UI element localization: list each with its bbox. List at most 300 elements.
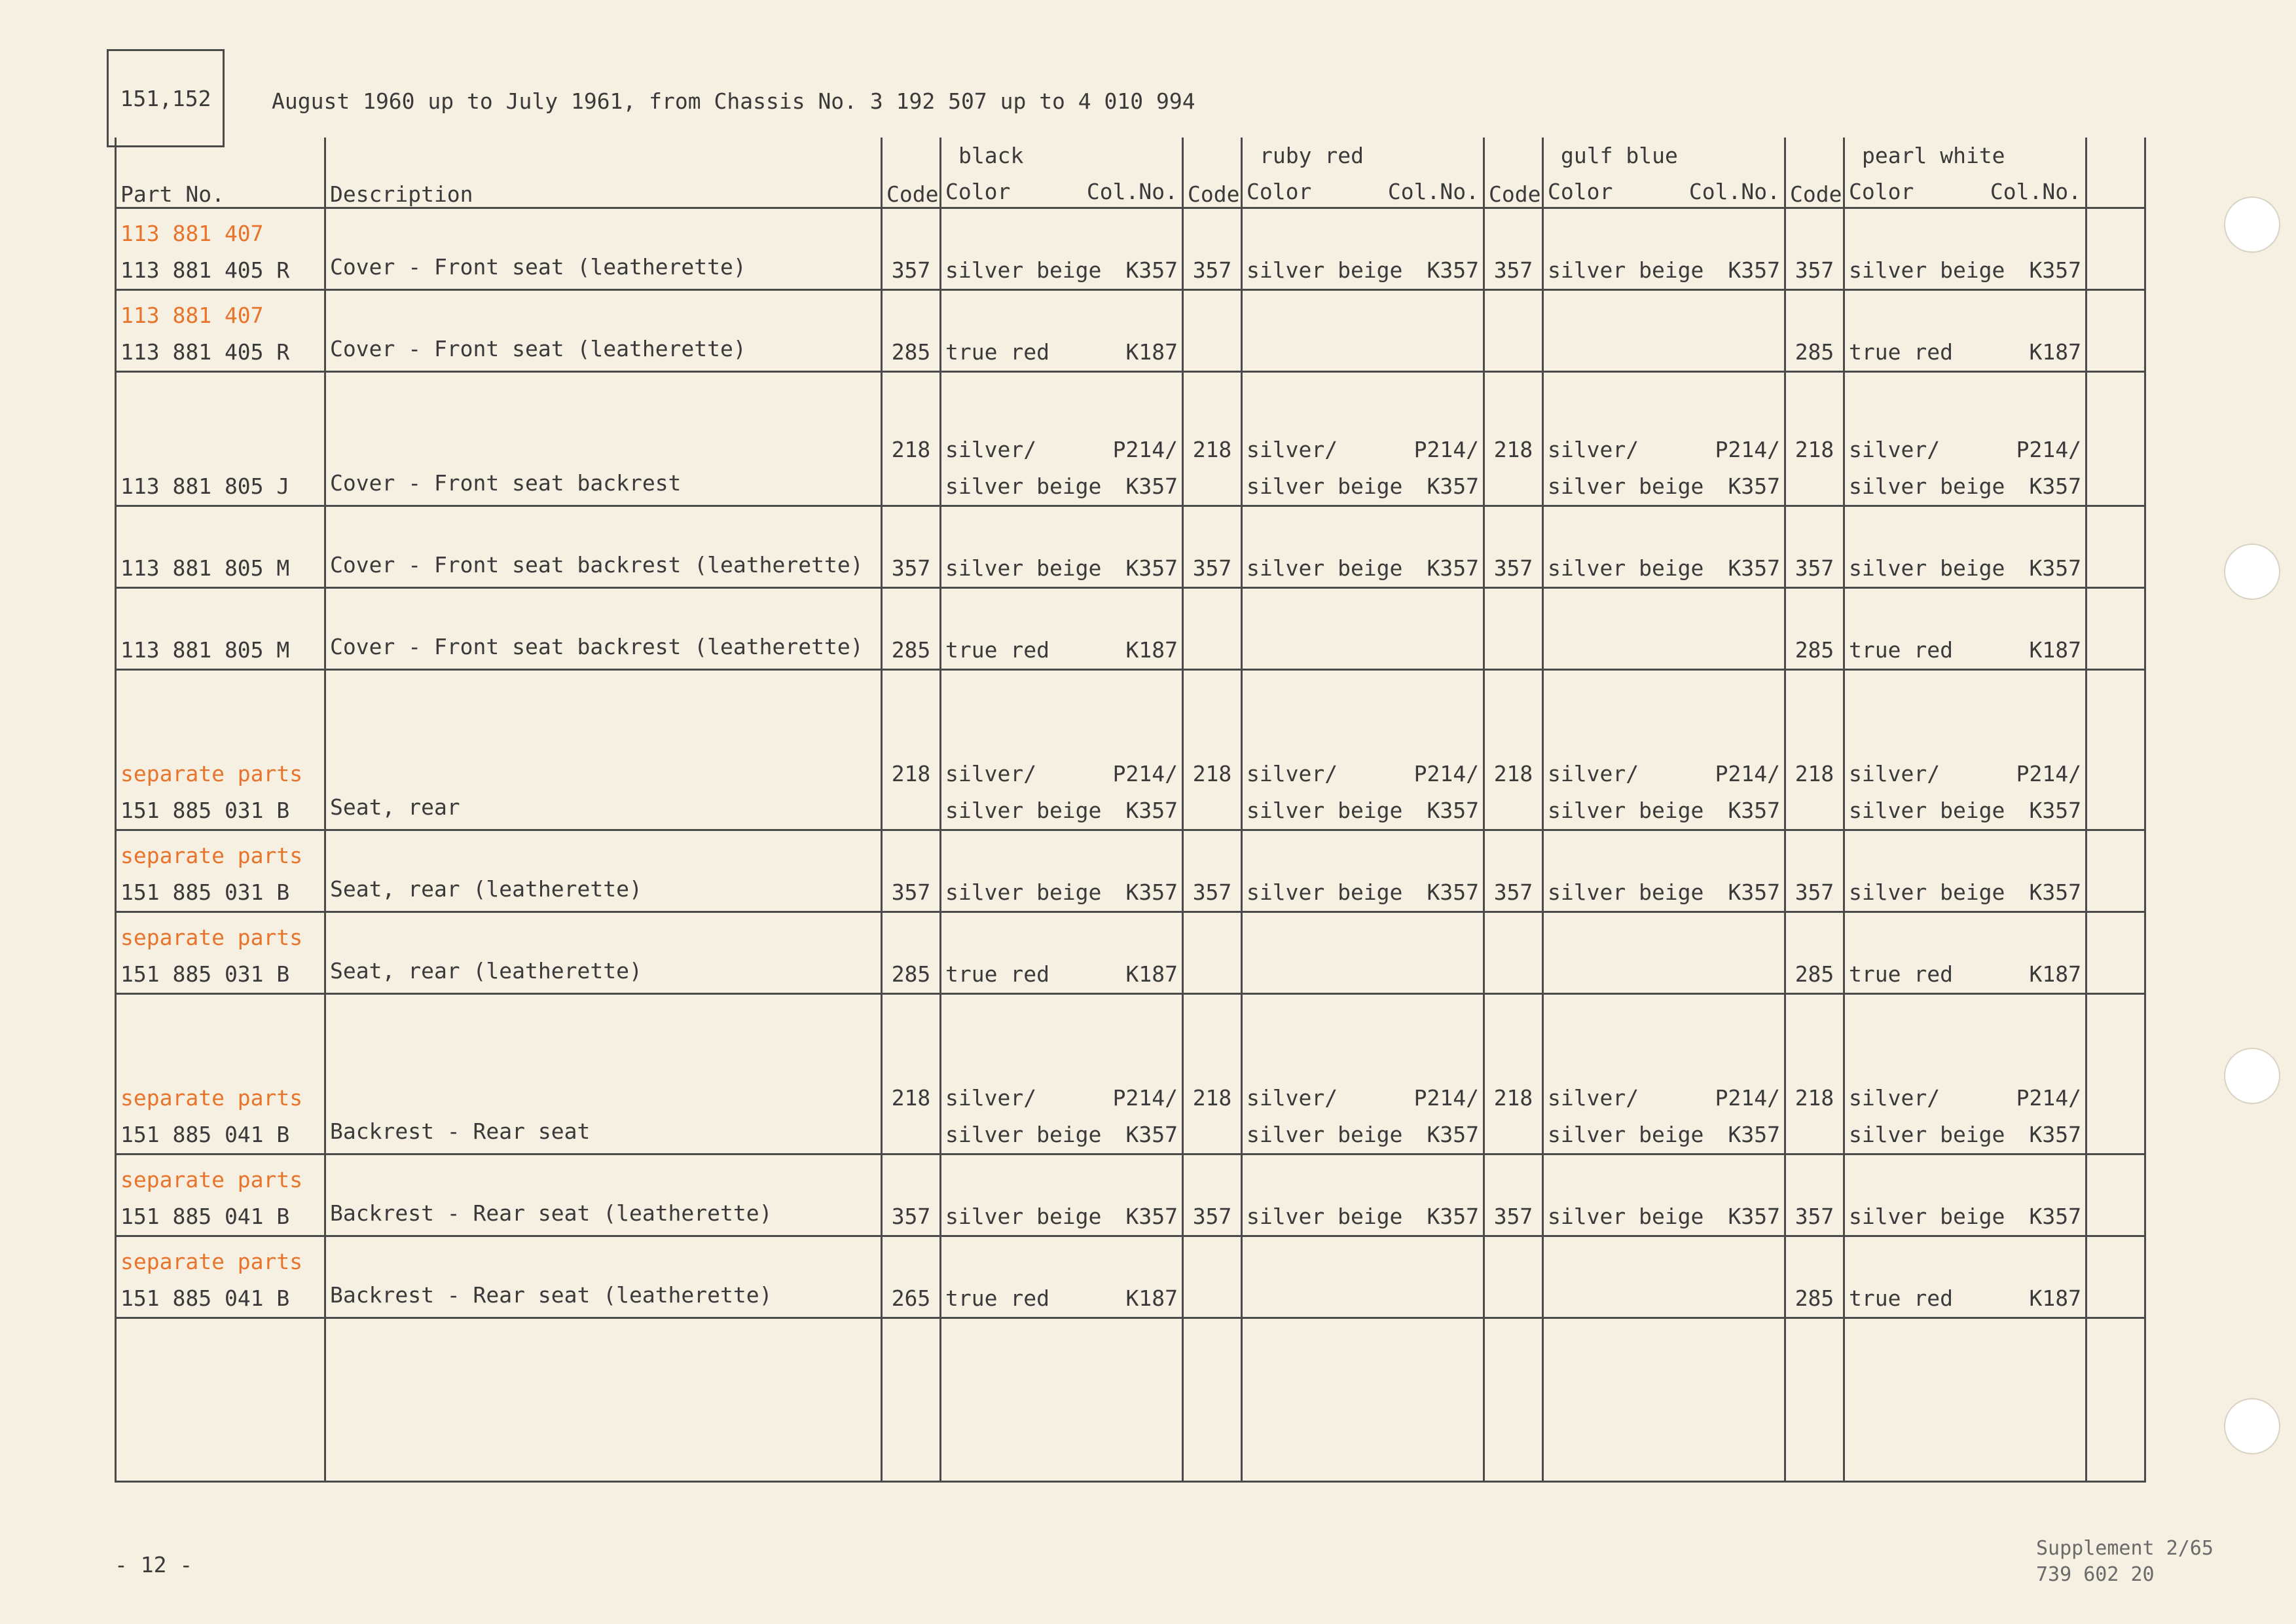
color-name: silver/ (1548, 761, 1639, 786)
code-cell (1785, 372, 1844, 506)
color-cell (1844, 1154, 2086, 1236)
part-number-cell (116, 912, 325, 994)
code-cell (1785, 1154, 1844, 1236)
color-cell (1543, 994, 1785, 1154)
color-name: silver beige (1849, 473, 2005, 499)
code-value: 357 (1493, 257, 1533, 283)
code-cell (1785, 994, 1844, 1154)
header-extra (2086, 138, 2145, 208)
color-number: K187 (1125, 637, 1178, 663)
color-number: K357 (1728, 1204, 1780, 1229)
code-cell (1484, 588, 1543, 670)
part-number-cell (116, 1236, 325, 1318)
code-cell (882, 670, 941, 830)
color-name: silver/ (1247, 437, 1338, 462)
page-number: - 12 - (115, 1552, 193, 1578)
color-name: silver/ (1548, 437, 1639, 462)
table-row (116, 1236, 2145, 1318)
color-name: silver beige (1548, 257, 1704, 283)
table-row-empty (116, 1318, 2145, 1482)
color-number: K357 (1125, 1122, 1178, 1147)
color-cell (941, 830, 1183, 912)
part-number: 151 885 041 B (120, 1122, 290, 1147)
color-cell (1844, 1236, 2086, 1318)
color-cell (1242, 670, 1484, 830)
color-cell (1543, 830, 1785, 912)
code-cell (1484, 912, 1543, 994)
code-cell (882, 372, 941, 506)
header-description: Description (325, 138, 882, 208)
code-value: 285 (891, 637, 931, 663)
empty-cell (1785, 1318, 1844, 1482)
color-number: P214/ (1413, 1085, 1479, 1111)
code-value: 357 (891, 879, 931, 905)
color-cell (941, 208, 1183, 290)
table-row (116, 506, 2145, 588)
color-cell (941, 994, 1183, 1154)
code-value: 357 (1795, 1204, 1834, 1229)
color-name: silver beige (1247, 1122, 1403, 1147)
color-name: silver beige (1548, 879, 1704, 905)
part-number: 113 881 805 M (120, 637, 290, 663)
color-number: K357 (2029, 555, 2081, 581)
code-value: 357 (1795, 257, 1834, 283)
code-cell (1484, 670, 1543, 830)
code-value: 218 (1493, 761, 1533, 786)
part-number: 151 885 031 B (120, 961, 290, 987)
table-row (116, 830, 2145, 912)
code-cell (1484, 994, 1543, 1154)
empty-cell (2086, 830, 2145, 912)
color-cell (1844, 506, 2086, 588)
color-name: silver beige (1849, 257, 2005, 283)
color-cell (1543, 1154, 1785, 1236)
color-name: silver/ (1548, 1085, 1639, 1111)
empty-cell (882, 1318, 941, 1482)
color-name: silver beige (1849, 1204, 2005, 1229)
color-number: P214/ (1715, 437, 1780, 462)
code-cell (882, 912, 941, 994)
supplement-info (2036, 1536, 2214, 1588)
code-cell (1183, 372, 1242, 506)
part-number-cell (116, 670, 325, 830)
color-cell (1844, 372, 2086, 506)
color-name: silver beige (1247, 473, 1403, 499)
empty-cell (2086, 208, 2145, 290)
color-cell (1242, 912, 1484, 994)
part-prefix: separate parts (120, 761, 303, 786)
code-cell (1484, 290, 1543, 372)
color-number: K357 (1427, 1204, 1479, 1229)
code-value: 218 (1493, 1085, 1533, 1111)
code-value: 357 (891, 555, 931, 581)
color-number: P214/ (2016, 437, 2081, 462)
color-name: silver beige (1548, 473, 1704, 499)
code-cell (1785, 290, 1844, 372)
color-cell (941, 1236, 1183, 1318)
color-number: K357 (1125, 473, 1178, 499)
color-name: silver beige (1247, 257, 1403, 283)
header-part-no: Part No. (116, 138, 325, 208)
color-number: K357 (1728, 257, 1780, 283)
code-value: 218 (891, 437, 931, 462)
color-name: true red (1849, 961, 1953, 987)
description-cell: Seat, rear (leatherette) (325, 912, 882, 994)
color-number: K357 (1728, 798, 1780, 823)
code-cell (882, 1236, 941, 1318)
color-number: P214/ (1112, 761, 1178, 786)
color-cell (941, 506, 1183, 588)
color-number: K187 (2029, 637, 2081, 663)
color-name: silver beige (945, 1204, 1102, 1229)
header-code: Code (1785, 138, 1844, 208)
description-cell: Cover - Front seat (leatherette) (325, 208, 882, 290)
table-row (116, 208, 2145, 290)
color-number: K187 (1125, 1285, 1178, 1311)
empty-cell (2086, 506, 2145, 588)
color-name: true red (945, 1285, 1049, 1311)
color-cell (1844, 208, 2086, 290)
period-text: August 1960 up to July 1961, from Chassis No. 3 192 507 up to 4 010 994 (272, 88, 1195, 114)
code-value: 285 (1795, 961, 1834, 987)
color-name: silver beige (1548, 798, 1704, 823)
color-name: silver beige (945, 555, 1102, 581)
part-prefix: separate parts (120, 1167, 303, 1192)
code-value: 218 (891, 761, 931, 786)
code-value: 265 (891, 1285, 931, 1311)
table-row (116, 994, 2145, 1154)
empty-cell (2086, 290, 2145, 372)
code-cell (1484, 372, 1543, 506)
color-number: K357 (1427, 257, 1479, 283)
color-name: silver/ (945, 437, 1037, 462)
color-number: P214/ (1112, 437, 1178, 462)
table-row (116, 670, 2145, 830)
code-cell (1484, 506, 1543, 588)
empty-cell (325, 1318, 882, 1482)
color-name: silver beige (1548, 555, 1704, 581)
table-row (116, 588, 2145, 670)
color-cell (941, 1154, 1183, 1236)
code-cell (1183, 670, 1242, 830)
empty-cell (2086, 372, 2145, 506)
color-cell (1543, 588, 1785, 670)
color-name: true red (945, 637, 1049, 663)
code-value: 218 (1192, 761, 1232, 786)
color-name: true red (945, 339, 1049, 365)
part-number: 113 881 405 R (120, 257, 290, 283)
empty-cell (1183, 1318, 1242, 1482)
color-number: P214/ (2016, 761, 2081, 786)
color-number: K357 (2029, 879, 2081, 905)
color-number: K357 (1125, 1204, 1178, 1229)
empty-cell (2086, 994, 2145, 1154)
punch-hole (2224, 196, 2280, 253)
color-cell (1543, 912, 1785, 994)
color-name: silver/ (945, 761, 1037, 786)
code-cell (1183, 912, 1242, 994)
code-cell (1183, 994, 1242, 1154)
color-name: silver beige (945, 1122, 1102, 1147)
document-number: 739 602 20 (2036, 1563, 2155, 1586)
part-prefix: separate parts (120, 925, 303, 950)
color-number: K357 (1125, 879, 1178, 905)
empty-cell (1543, 1318, 1785, 1482)
color-name: true red (1849, 339, 1953, 365)
code-value: 357 (1795, 555, 1834, 581)
model-number: 151,152 (120, 85, 211, 111)
code-cell (1183, 506, 1242, 588)
color-number: K357 (1427, 1122, 1479, 1147)
description-cell: Cover - Front seat backrest (325, 372, 882, 506)
color-number: K357 (2029, 1122, 2081, 1147)
code-value: 357 (1192, 879, 1232, 905)
parts-table (115, 138, 2146, 1483)
color-number: K187 (2029, 1285, 2081, 1311)
color-number: K187 (1125, 961, 1178, 987)
code-cell (882, 208, 941, 290)
code-value: 218 (891, 1085, 931, 1111)
code-value: 218 (1493, 437, 1533, 462)
color-cell (1242, 994, 1484, 1154)
color-name: silver/ (1247, 1085, 1338, 1111)
code-cell (882, 994, 941, 1154)
color-cell (1844, 588, 2086, 670)
color-cell (1543, 208, 1785, 290)
color-name: silver beige (1548, 1204, 1704, 1229)
header-color-gulf-blue: gulf blue Color Col.No. (1543, 138, 1785, 208)
code-value: 357 (1493, 879, 1533, 905)
header-code: Code (1484, 138, 1543, 208)
code-cell (882, 1154, 941, 1236)
code-value: 357 (891, 257, 931, 283)
color-cell (1543, 670, 1785, 830)
code-value: 285 (1795, 339, 1834, 365)
part-number: 113 881 405 R (120, 339, 290, 365)
color-cell (1844, 290, 2086, 372)
code-value: 218 (1192, 1085, 1232, 1111)
part-number-cell (116, 830, 325, 912)
color-number: K187 (2029, 339, 2081, 365)
color-number: P214/ (1413, 437, 1479, 462)
empty-cell (1484, 1318, 1543, 1482)
table-header (116, 138, 2145, 208)
code-cell (1785, 670, 1844, 830)
table-row (116, 1154, 2145, 1236)
code-value: 285 (1795, 637, 1834, 663)
color-number: K357 (1125, 798, 1178, 823)
part-number-cell (116, 994, 325, 1154)
code-value: 285 (891, 961, 931, 987)
color-cell (1844, 994, 2086, 1154)
color-cell (941, 290, 1183, 372)
empty-cell (2086, 1236, 2145, 1318)
color-name: silver beige (945, 473, 1102, 499)
code-value: 218 (1795, 1085, 1834, 1111)
color-number: P214/ (1112, 1085, 1178, 1111)
description-cell: Backrest - Rear seat (leatherette) (325, 1154, 882, 1236)
color-name: silver beige (945, 798, 1102, 823)
code-value: 218 (1192, 437, 1232, 462)
color-name: silver beige (1548, 1122, 1704, 1147)
color-number: K187 (1125, 339, 1178, 365)
code-cell (882, 506, 941, 588)
code-value: 357 (1795, 879, 1834, 905)
color-cell (1543, 290, 1785, 372)
color-number: P214/ (1715, 1085, 1780, 1111)
part-number: 113 881 805 M (120, 555, 290, 581)
color-cell (1242, 506, 1484, 588)
description-cell: Backrest - Rear seat (leatherette) (325, 1236, 882, 1318)
punch-hole (2224, 1048, 2280, 1104)
description-cell: Backrest - Rear seat (325, 994, 882, 1154)
description-cell: Cover - Front seat backrest (leatherette) (325, 506, 882, 588)
code-cell (1785, 830, 1844, 912)
color-number: K357 (1125, 257, 1178, 283)
color-name: silver/ (1849, 1085, 1941, 1111)
color-cell (941, 670, 1183, 830)
code-value: 357 (1493, 555, 1533, 581)
part-number: 151 885 031 B (120, 798, 290, 823)
part-number: 151 885 041 B (120, 1204, 290, 1229)
color-cell (1543, 1236, 1785, 1318)
code-value: 285 (1795, 1285, 1834, 1311)
color-cell (1242, 830, 1484, 912)
part-number: 113 881 805 J (120, 473, 290, 499)
color-cell (941, 372, 1183, 506)
code-cell (882, 830, 941, 912)
color-number: P214/ (1715, 761, 1780, 786)
color-number: P214/ (1413, 761, 1479, 786)
empty-cell (2086, 1154, 2145, 1236)
code-value: 357 (1192, 555, 1232, 581)
color-number: K357 (2029, 1204, 2081, 1229)
code-cell (1785, 208, 1844, 290)
color-cell (1543, 506, 1785, 588)
empty-cell (2086, 588, 2145, 670)
code-cell (1183, 208, 1242, 290)
part-number-cell (116, 372, 325, 506)
description-cell: Cover - Front seat (leatherette) (325, 290, 882, 372)
code-cell (1785, 1236, 1844, 1318)
color-name: silver beige (1849, 1122, 2005, 1147)
part-number-cell (116, 208, 325, 290)
color-number: K357 (1728, 1122, 1780, 1147)
color-name: silver/ (1849, 761, 1941, 786)
color-name: silver beige (945, 879, 1102, 905)
empty-cell (2086, 912, 2145, 994)
table-row (116, 372, 2145, 506)
color-name: silver beige (945, 257, 1102, 283)
code-cell (1785, 506, 1844, 588)
code-value: 218 (1795, 437, 1834, 462)
color-cell (1242, 1236, 1484, 1318)
color-name: silver beige (1247, 798, 1403, 823)
color-cell (1242, 290, 1484, 372)
part-number: 151 885 031 B (120, 879, 290, 905)
empty-cell (2086, 670, 2145, 830)
color-number: P214/ (2016, 1085, 2081, 1111)
code-cell (1484, 1236, 1543, 1318)
part-number-cell (116, 290, 325, 372)
part-prefix: separate parts (120, 843, 303, 868)
part-prefix: separate parts (120, 1249, 303, 1274)
color-number: K357 (1427, 798, 1479, 823)
model-box (107, 49, 225, 147)
header-code: Code (1183, 138, 1242, 208)
header-color-ruby-red: ruby red Color Col.No. (1242, 138, 1484, 208)
table-row (116, 290, 2145, 372)
color-cell (941, 588, 1183, 670)
description-cell: Cover - Front seat backrest (leatherette) (325, 588, 882, 670)
code-cell (1484, 830, 1543, 912)
empty-cell (116, 1318, 325, 1482)
color-number: K357 (1728, 473, 1780, 499)
color-number: K357 (2029, 257, 2081, 283)
color-cell (1242, 1154, 1484, 1236)
description-cell: Seat, rear (leatherette) (325, 830, 882, 912)
color-cell (1242, 588, 1484, 670)
color-cell (1242, 372, 1484, 506)
description-cell: Seat, rear (325, 670, 882, 830)
color-number: K357 (1728, 879, 1780, 905)
empty-cell (2086, 1318, 2145, 1482)
color-name: true red (1849, 1285, 1953, 1311)
color-number: K357 (1125, 555, 1178, 581)
punch-hole (2224, 544, 2280, 600)
color-number: K357 (2029, 798, 2081, 823)
code-cell (1785, 588, 1844, 670)
color-name: true red (945, 961, 1049, 987)
color-number: K357 (1427, 473, 1479, 499)
code-cell (882, 588, 941, 670)
color-name: silver beige (1247, 555, 1403, 581)
code-value: 357 (1192, 1204, 1232, 1229)
header-code: Code (882, 138, 941, 208)
code-value: 218 (1795, 761, 1834, 786)
empty-cell (1242, 1318, 1484, 1482)
color-cell (1242, 208, 1484, 290)
color-number: K357 (1427, 555, 1479, 581)
color-name: silver/ (945, 1085, 1037, 1111)
empty-cell (1844, 1318, 2086, 1482)
code-cell (1183, 1154, 1242, 1236)
color-cell (1844, 830, 2086, 912)
color-name: silver beige (1849, 555, 2005, 581)
code-cell (1484, 208, 1543, 290)
color-name: silver beige (1247, 1204, 1403, 1229)
color-cell (1844, 670, 2086, 830)
supplement-label: Supplement 2/65 (2036, 1537, 2214, 1560)
code-value: 357 (1493, 1204, 1533, 1229)
code-value: 357 (1192, 257, 1232, 283)
color-number: K357 (2029, 473, 2081, 499)
header-color-black: black Color Col.No. (941, 138, 1183, 208)
part-prefix: 113 881 407 (120, 303, 264, 328)
part-number: 151 885 041 B (120, 1285, 290, 1311)
table-row (116, 912, 2145, 994)
code-value: 357 (891, 1204, 931, 1229)
color-cell (1844, 912, 2086, 994)
part-prefix: 113 881 407 (120, 221, 264, 246)
color-name: silver beige (1247, 879, 1403, 905)
color-cell (941, 912, 1183, 994)
color-name: silver beige (1849, 879, 2005, 905)
part-number-cell (116, 588, 325, 670)
color-name: silver/ (1247, 761, 1338, 786)
color-number: K357 (1728, 555, 1780, 581)
color-number: K357 (1427, 879, 1479, 905)
